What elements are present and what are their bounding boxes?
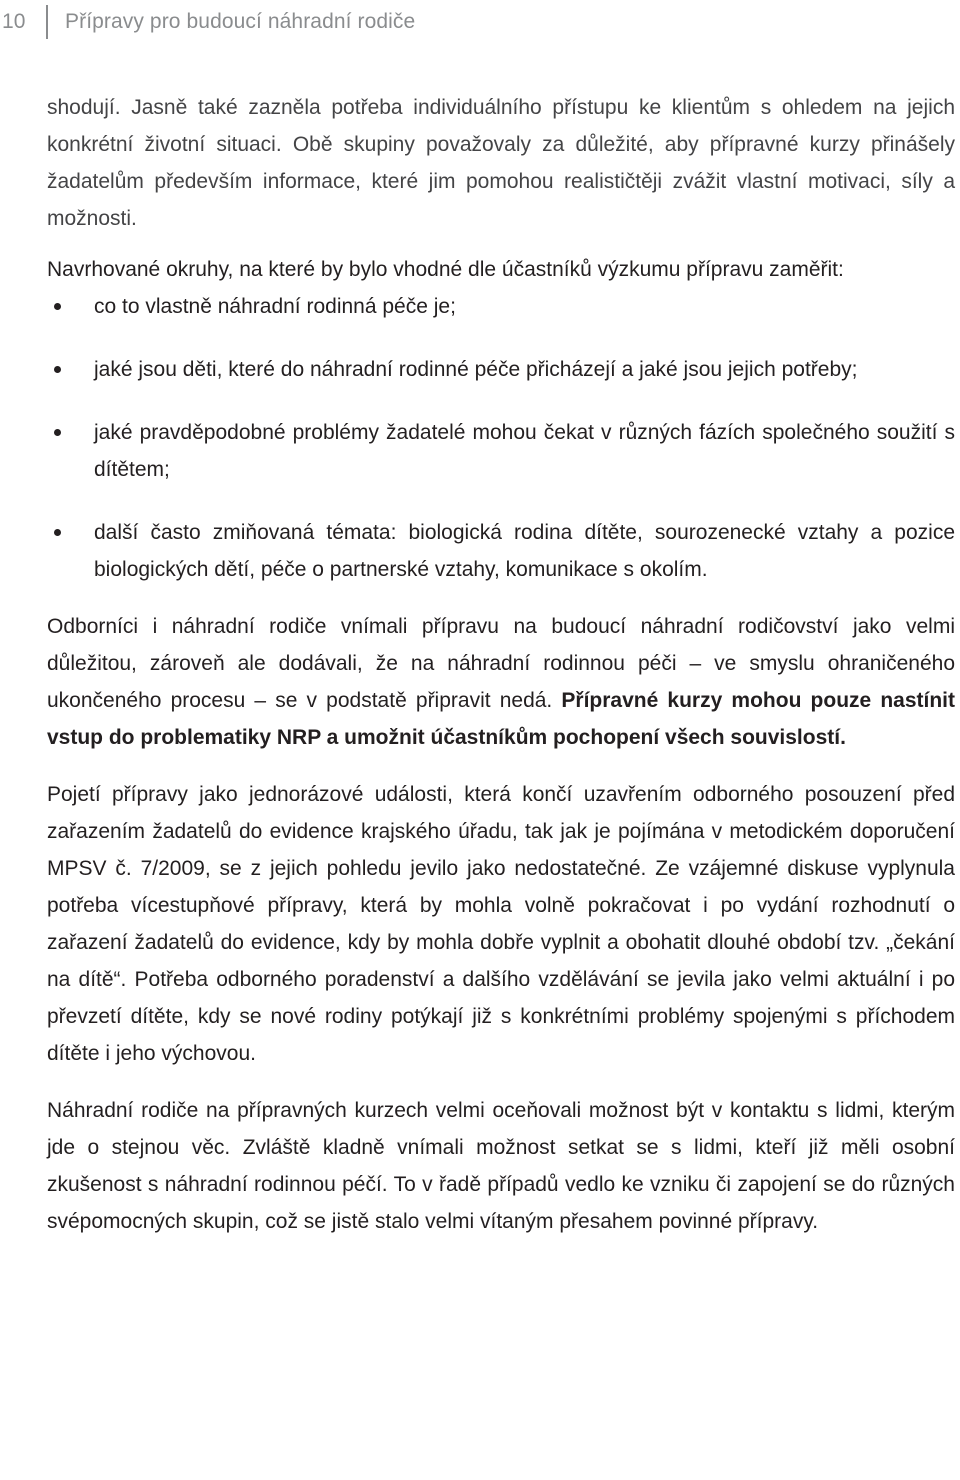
running-header: [0, 4, 415, 40]
list-item: co to vlastně náhradní rodinná péče je;: [47, 288, 955, 325]
paragraph-5: Náhradní rodiče na přípravných kurzech velmi oceňovali možnost být v kontaktu s lidmi, kterým jde o stejnou věc. Zvláště kladně vnímali možnost setkat se s lidmi, kteří již měli osobní zkušenost s náhradní rodinnou péčí. To v řadě případů vedlo ke vzniku či zapojení se do různých svépomocných skupin, což se jistě stalo velmi vítaným přesahem povinné přípravy.: [47, 1099, 955, 1233]
topic-list: [47, 288, 955, 588]
paragraph-4: Pojetí přípravy jako jednorázové události, která končí uzavřením odborného posouzení před zařazením žadatelů do evidence krajského úřadu, tak jak je pojímána v metodickém doporučení MPSV č. 7/2009, se z jejich pohledu jevilo jako nedostatečné. Ze vzájemné diskuse vyplynula potřeba vícestupňové přípravy, která by mohla volně pokračovat i po vydání rozhodnutí o zařazení žadatelů do evidence, kdy by mohla dobře vyplnit a obohatit dlouhé období tzv. „čekání na dítě“. Potřeba odborného poradenství a dalšího vzdělávání se jevila jako velmi aktuální i po převzetí dítěte, kdy se nové rodiny potýkají již s konkrétními problémy spojenými s příchodem dítěte i jeho výchovou.: [47, 783, 955, 1065]
list-item: jaké pravděpodobné problémy žadatelé mohou čekat v různých fázích společného soužití s dítětem;: [47, 414, 955, 488]
paragraph-3: [47, 608, 955, 756]
paragraph-3-text: Odborníci i náhradní rodiče vnímali přípravu na budoucí náhradní rodičovství jako velmi důležitou, zároveň ale dodávali, že na náhradní rodinnou péči – ve smyslu ohraničeného ukončeného procesu – se v podstatě připravit nedá.: [47, 615, 955, 712]
paragraph-3-emphasis: Přípravné kurzy mohou pouze nastínit vstup do problematiky NRP a umožnit účastníkům pochopení všech souvislostí.: [47, 689, 956, 749]
page-body: [47, 89, 955, 1240]
topics-intro: Navrhované okruhy, na které by bylo vhodné dle účastníků výzkumu přípravu zaměřit:: [47, 258, 844, 281]
header-divider: [46, 5, 48, 39]
list-item: jaké jsou děti, které do náhradní rodinné péče přicházejí a jaké jsou jejich potřeby;: [47, 351, 955, 388]
page-number: 10: [2, 10, 26, 33]
running-title: Přípravy pro budoucí náhradní rodiče: [65, 10, 416, 33]
paragraph-1: shodují. Jasně také zazněla potřeba individuálního přístupu ke klientům s ohledem na jejich konkrétní životní situaci. Obě skupiny považovaly za důležité, aby přípravné kurzy přinášely žadatelům především informace, které jim pomohou realističtěji zvážit vlastní motivaci, síly a možnosti.: [47, 96, 955, 230]
list-item: další často zmiňovaná témata: biologická rodina dítěte, sourozenecké vztahy a pozice biologických dětí, péče o partnerské vztahy, komunikace s okolím.: [47, 514, 955, 588]
